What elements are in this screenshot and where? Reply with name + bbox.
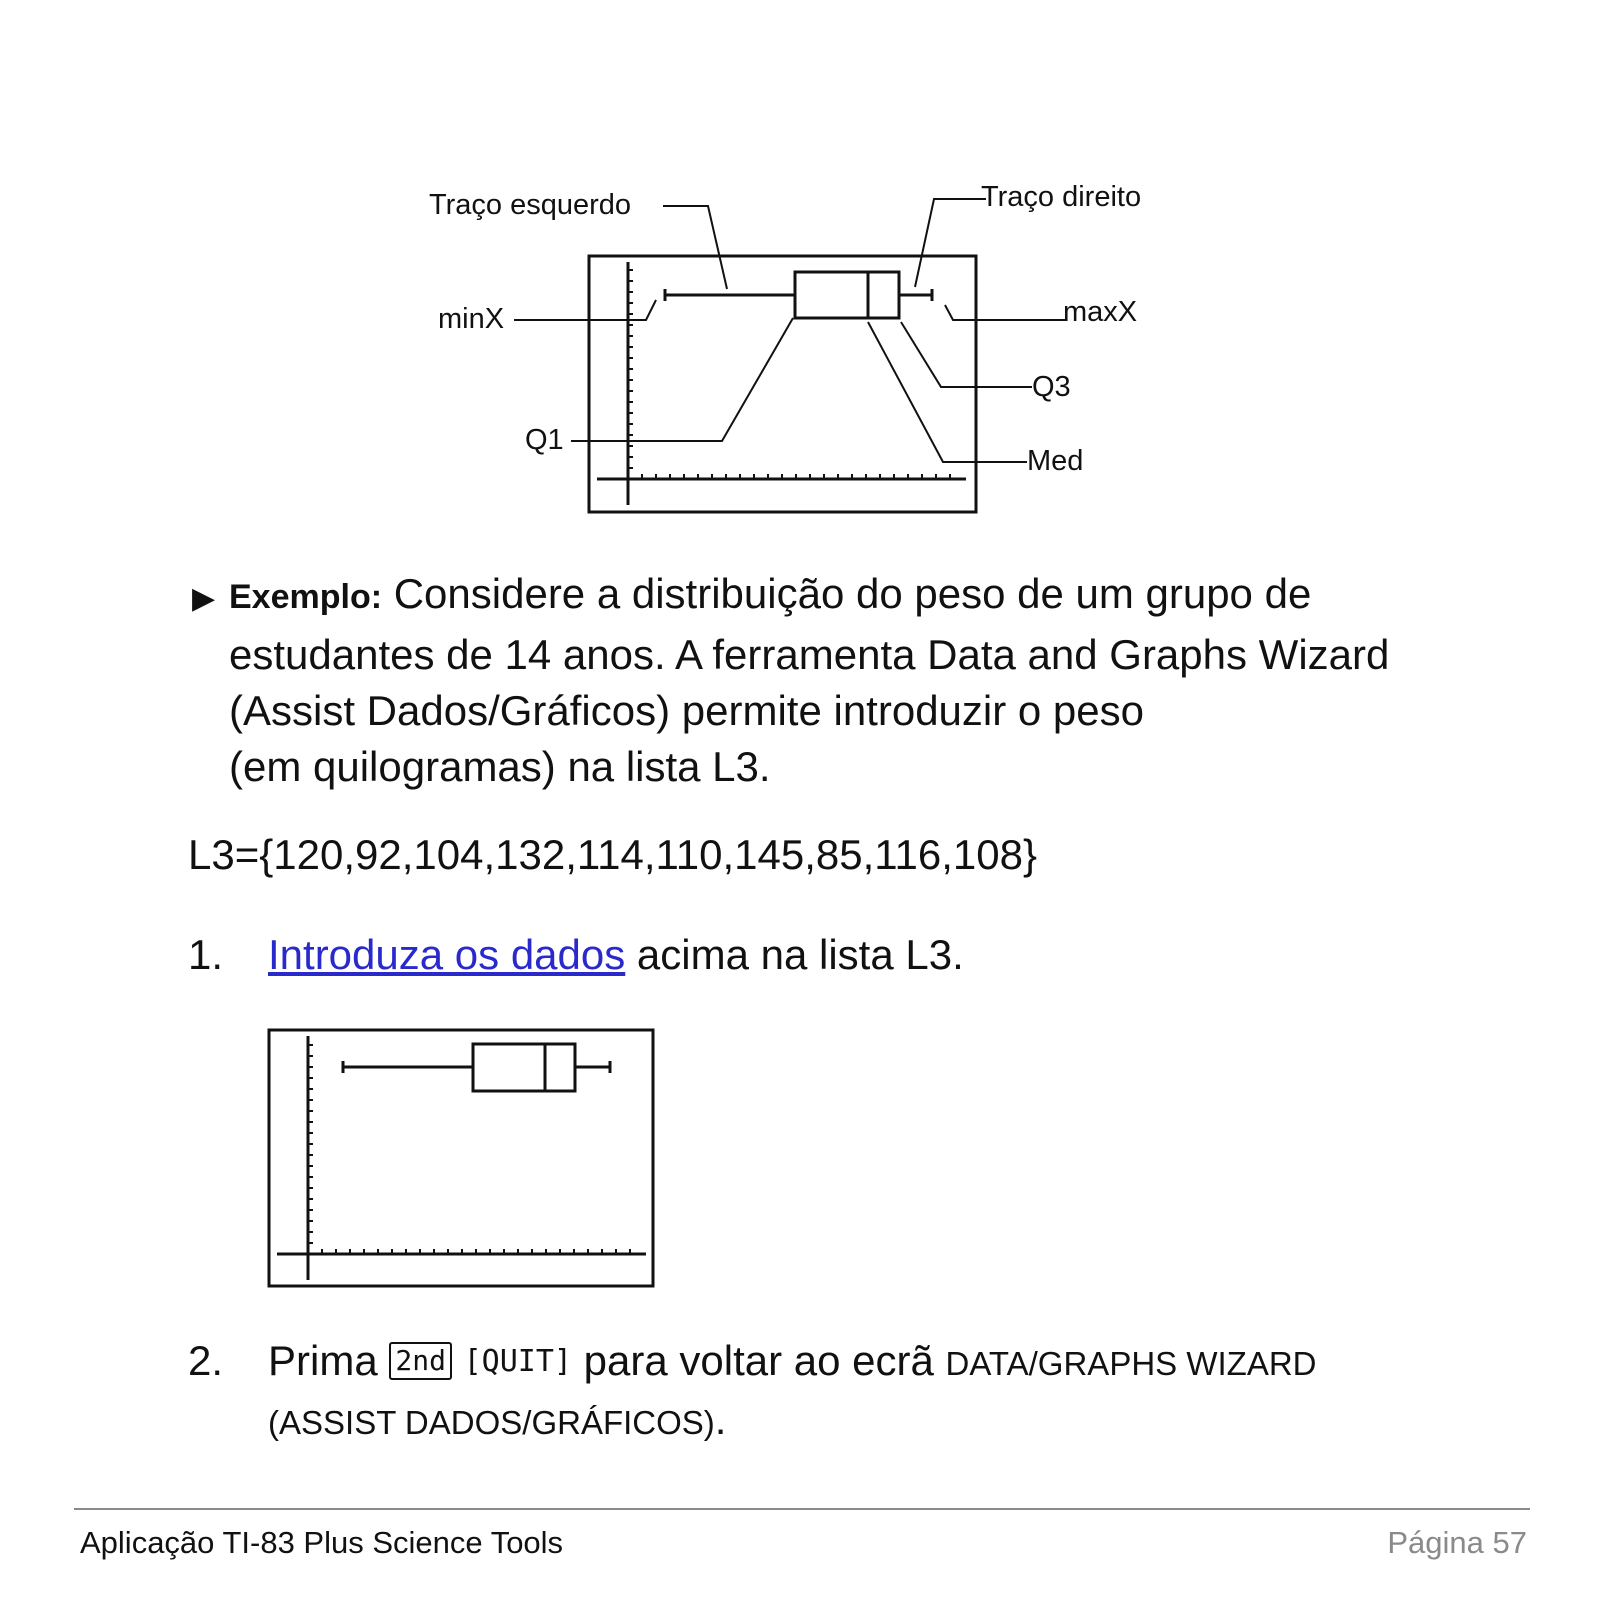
maxx-label: maxX [1063, 296, 1138, 328]
step-2-end: . [714, 1396, 727, 1443]
minx-label: minX [438, 303, 505, 335]
example-line-2: estudantes de 14 anos. A ferramenta Data and Graphs Wizard [229, 631, 1390, 678]
med-label: Med [1027, 445, 1084, 477]
enter-data-link[interactable]: Introduza os dados [268, 931, 626, 978]
footer-title: Aplicação TI-83 Plus Science Tools [80, 1525, 564, 1560]
screen-name-2: (ASSIST DADOS/GRÁFICOS) [268, 1404, 715, 1441]
example-label: Exemplo: [229, 578, 383, 616]
key-2nd: 2nd [389, 1342, 452, 1380]
boxplot-screen [266, 1027, 658, 1291]
box [795, 272, 899, 318]
key-quit: [QUIT] [463, 1344, 572, 1379]
example-line-1: Considere a distribuição do peso de um grupo de [393, 570, 1312, 617]
q3-label: Q3 [1032, 371, 1071, 403]
data-list-line: L3={120,92,104,132,114,110,145,85,116,108} [188, 831, 1038, 878]
left-whisker-label: Traço esquerdo [429, 189, 632, 221]
step-2-prefix: Prima [268, 1337, 378, 1384]
step-2-number: 2. [188, 1337, 224, 1384]
step-2 [268, 1333, 1468, 1451]
example-line-4: (em quilogramas) na lista L3. [229, 743, 771, 790]
step-1-text: acima na lista L3. [636, 931, 964, 978]
step-1 [268, 927, 964, 983]
step-2-middle: para voltar ao ecrã [583, 1337, 934, 1384]
box [473, 1044, 575, 1091]
step-1-number: 1. [188, 931, 224, 978]
boxplot-diagram [0, 0, 1601, 540]
footer-divider [74, 1508, 1530, 1510]
screen-name: DATA/GRAPHS WIZARD [945, 1345, 1317, 1382]
example-paragraph [192, 566, 1522, 795]
q1-label: Q1 [525, 424, 564, 456]
example-line-3: (Assist Dados/Gráficos) permite introduzir o peso [229, 687, 1144, 734]
right-whisker-label: Traço direito [981, 181, 1142, 213]
page-number: Página 57 [1387, 1525, 1527, 1560]
leader-lines [514, 199, 1065, 462]
triangle-bullet-icon: ▶ [192, 582, 216, 615]
